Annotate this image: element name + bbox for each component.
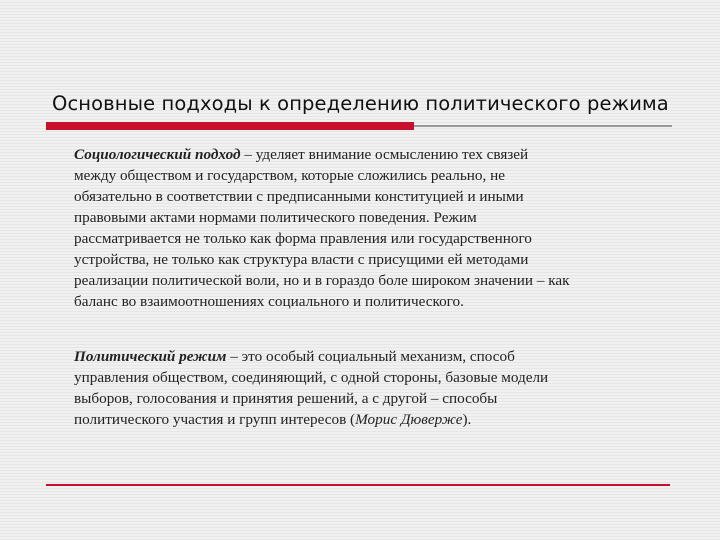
paragraph-line: рассматривается не только как форма правления или государственного	[74, 230, 532, 247]
paragraph-sociological-approach	[74, 144, 674, 312]
title-accent-bar	[46, 122, 414, 130]
paragraph-line: реализации политической воли, но и в гораздо боле широком значении – как	[74, 272, 570, 289]
paragraph-line: выборов, голосования и принятия решений, а с другой – способы	[74, 390, 498, 407]
paragraph-text: политического участия и групп интересов (	[74, 411, 356, 428]
paragraph-line	[74, 144, 674, 165]
paragraph-political-regime	[74, 346, 674, 430]
term-political-regime: Политический режим	[74, 348, 227, 365]
paragraph-line: правовыми актами нормами политического поведения. Режим	[74, 209, 477, 226]
term-sociological-approach: Социологический подход	[74, 146, 241, 163]
definition-text: – уделяет внимание осмыслению тех связей	[240, 146, 529, 163]
paragraph-line: обязательно в соответствии с предписанными конституцией и иными	[74, 188, 524, 205]
author-name: Морис Дюверже	[355, 411, 463, 428]
paragraph-line: баланс во взаимоотношениях социального и политического.	[74, 293, 464, 310]
closing-punctuation: ).	[462, 411, 472, 428]
paragraph-line: устройства, не только как структура власти с присущими ей методами	[74, 251, 529, 268]
paragraph-line: управления обществом, соединяющий, с одной стороны, базовые модели	[74, 369, 549, 386]
definition-text: – это особый социальный механизм, способ	[226, 348, 515, 365]
paragraph-line	[74, 409, 674, 430]
title-divider-line	[414, 125, 672, 127]
slide-title: Основные подходы к определению политического режима	[52, 92, 669, 115]
footer-divider-line	[46, 484, 670, 486]
paragraph-line: между обществом и государством, которые сложились реально, не	[74, 167, 505, 184]
paragraph-line	[74, 346, 674, 367]
